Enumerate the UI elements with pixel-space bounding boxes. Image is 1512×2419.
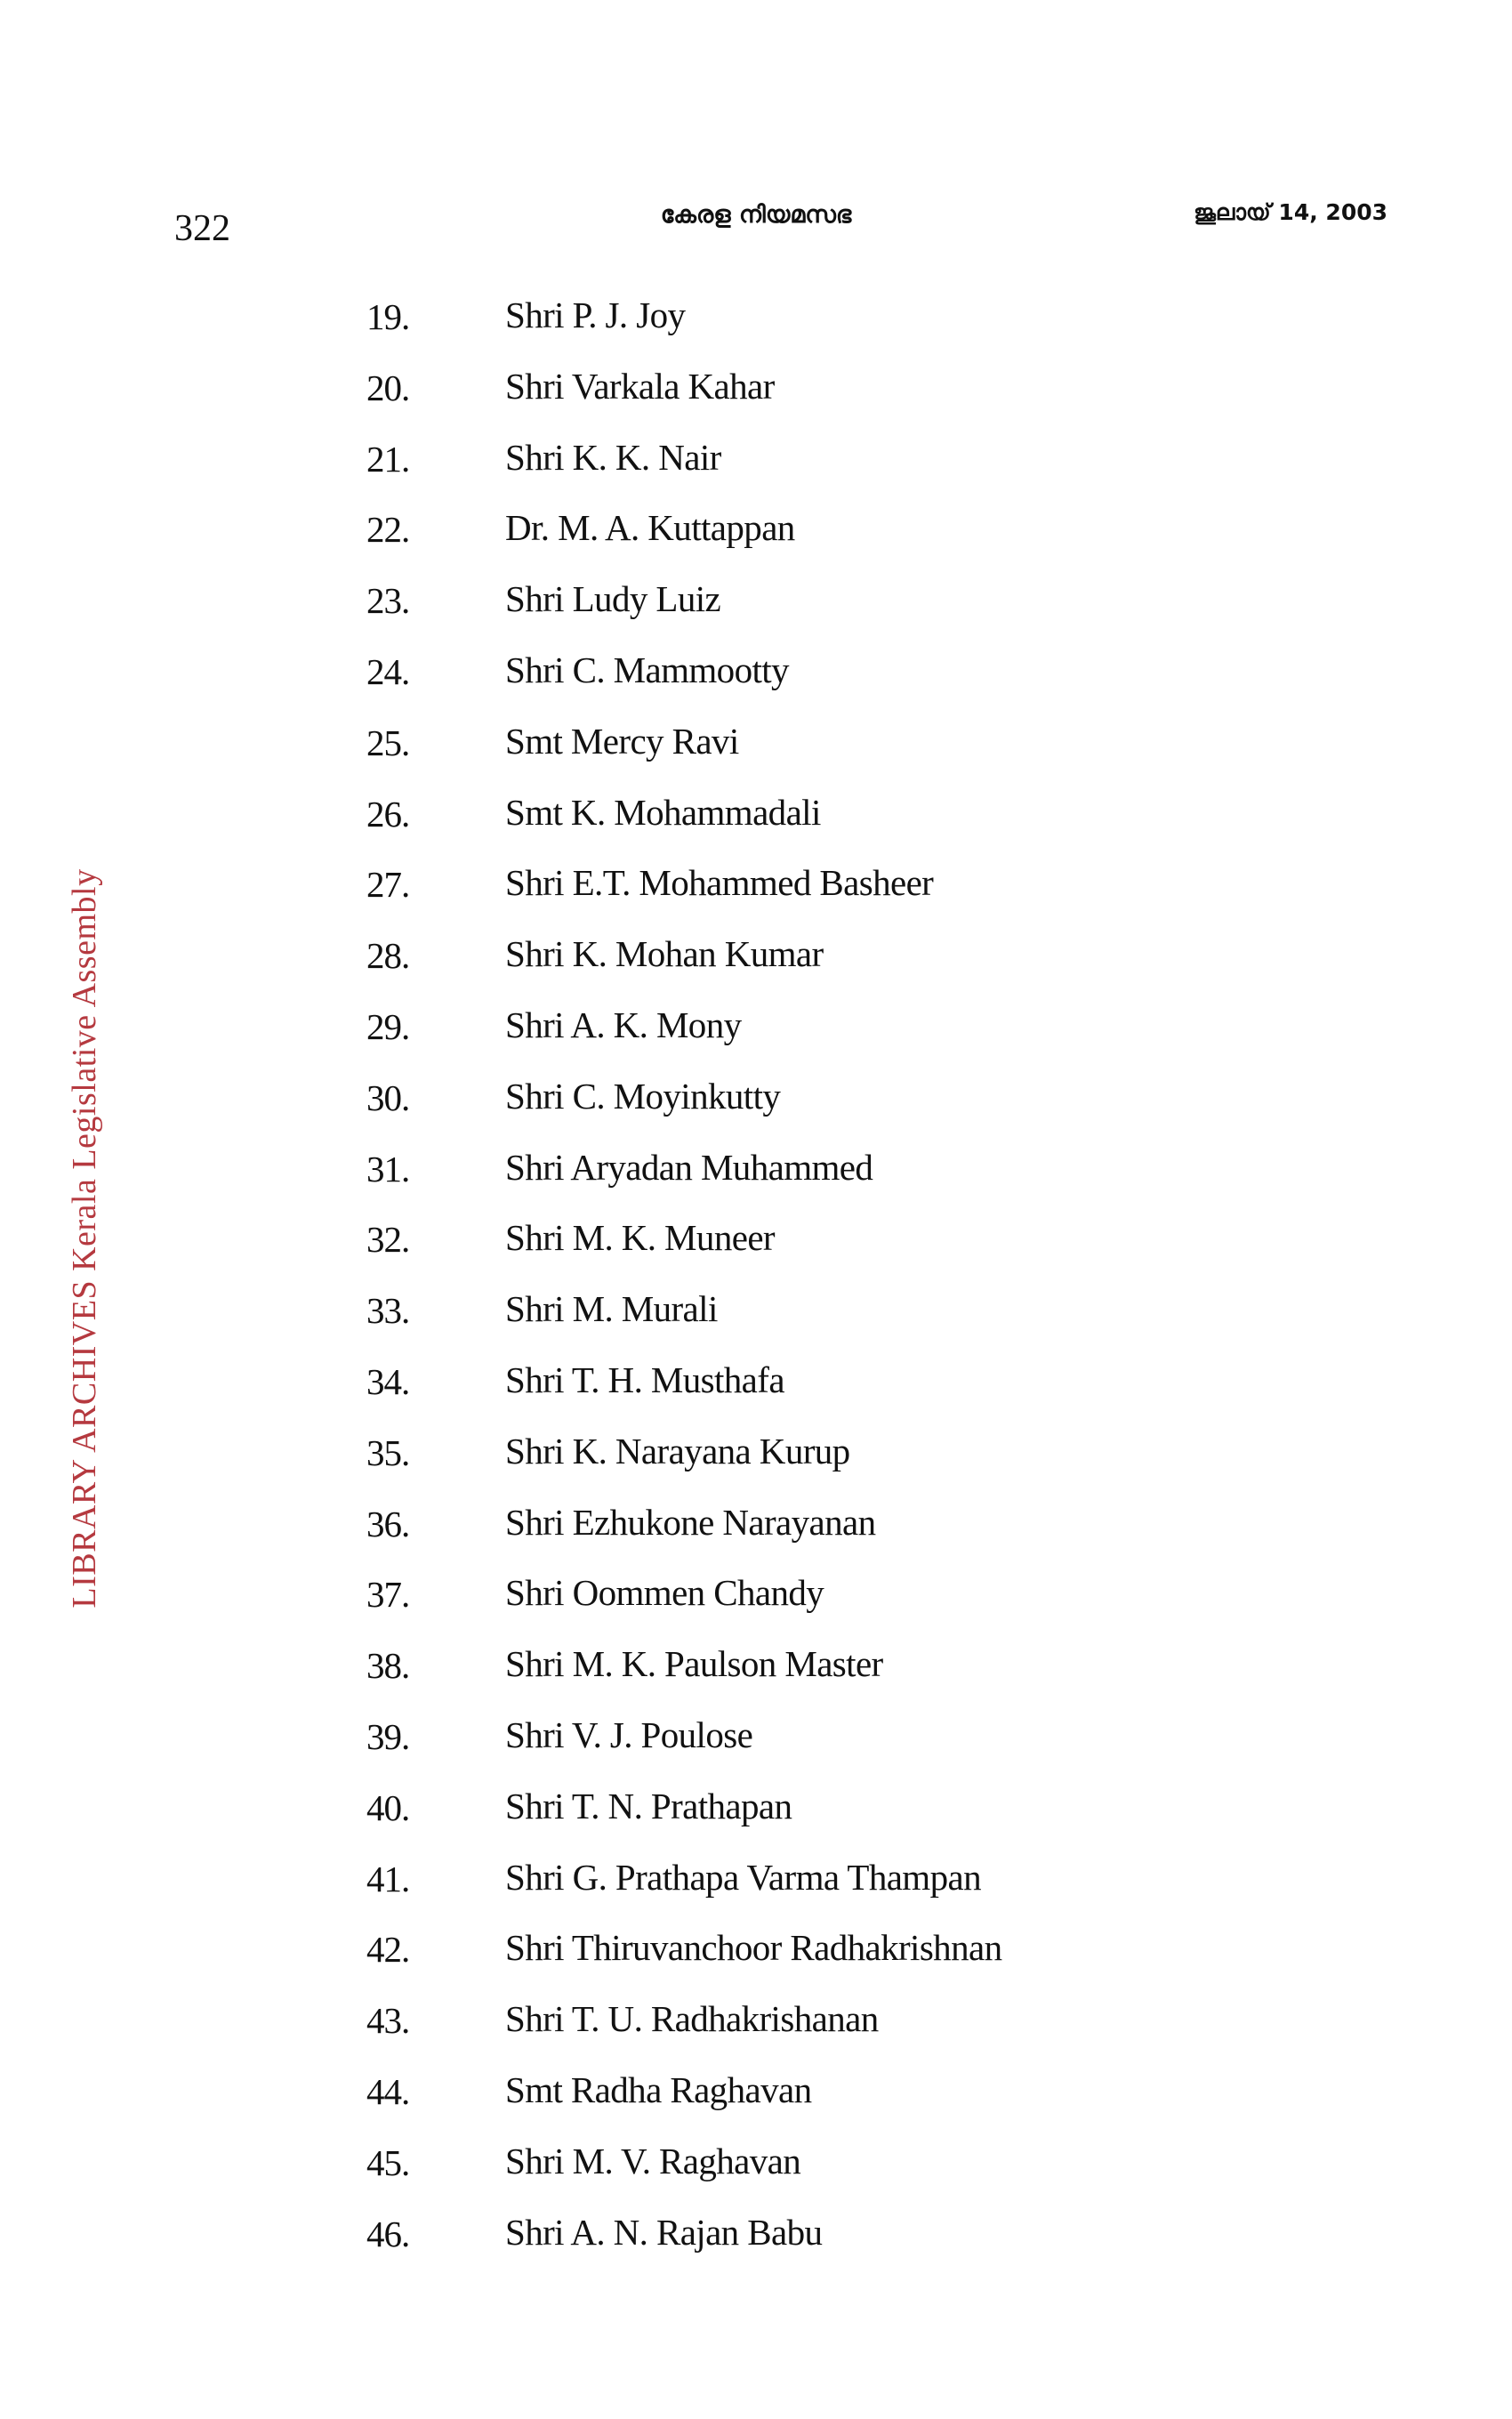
member-name: Shri Aryadan Muhammed bbox=[505, 1146, 873, 1188]
member-name: Shri P. J. Joy bbox=[505, 294, 686, 335]
member-row bbox=[0, 716, 1512, 787]
member-name: Shri C. Moyinkutty bbox=[505, 1075, 781, 1117]
member-name: Shri Varkala Kahar bbox=[505, 365, 775, 407]
member-number: 26. bbox=[366, 793, 410, 835]
member-row bbox=[0, 290, 1512, 361]
member-row bbox=[0, 1994, 1512, 2065]
members-list bbox=[0, 290, 1512, 2278]
member-name: Shri Oommen Chandy bbox=[505, 1572, 824, 1614]
member-row bbox=[0, 361, 1512, 432]
member-number: 44. bbox=[366, 2070, 410, 2112]
member-row bbox=[0, 1355, 1512, 1426]
member-number: 41. bbox=[366, 1858, 410, 1899]
header-title: കേരള നിയമസഭ bbox=[660, 201, 852, 229]
member-number: 23. bbox=[366, 580, 410, 622]
member-name: Shri Ludy Luiz bbox=[505, 578, 721, 620]
member-row bbox=[0, 2207, 1512, 2278]
member-name: Shri A. K. Mony bbox=[505, 1004, 742, 1045]
member-number: 22. bbox=[366, 509, 410, 551]
member-number: 43. bbox=[366, 2000, 410, 2042]
member-row bbox=[0, 503, 1512, 574]
member-name: Shri K. Narayana Kurup bbox=[505, 1430, 850, 1472]
member-name: Shri K. K. Nair bbox=[505, 436, 721, 478]
member-row bbox=[0, 1284, 1512, 1355]
member-name: Dr. M. A. Kuttappan bbox=[505, 507, 795, 549]
page-number: 322 bbox=[174, 208, 230, 249]
member-row bbox=[0, 1071, 1512, 1142]
member-number: 25. bbox=[366, 722, 410, 763]
member-row bbox=[0, 1781, 1512, 1852]
member-name: Shri G. Prathapa Varma Thampan bbox=[505, 1856, 981, 1898]
member-number: 33. bbox=[366, 1290, 410, 1332]
member-number: 39. bbox=[366, 1715, 410, 1757]
member-name: Shri Ezhukone Narayanan bbox=[505, 1501, 876, 1543]
member-row bbox=[0, 858, 1512, 929]
member-name: Shri M. K. Muneer bbox=[505, 1217, 775, 1259]
member-row bbox=[0, 1568, 1512, 1639]
member-name: Smt Mercy Ravi bbox=[505, 720, 739, 762]
member-number: 38. bbox=[366, 1645, 410, 1687]
member-number: 27. bbox=[366, 864, 410, 906]
member-number: 30. bbox=[366, 1076, 410, 1118]
member-name: Shri M. Murali bbox=[505, 1288, 718, 1330]
member-row bbox=[0, 1923, 1512, 1994]
member-row bbox=[0, 1426, 1512, 1497]
member-row bbox=[0, 574, 1512, 645]
member-row bbox=[0, 645, 1512, 716]
member-number: 35. bbox=[366, 1431, 410, 1473]
member-row bbox=[0, 1000, 1512, 1071]
member-number: 28. bbox=[366, 935, 410, 977]
member-row bbox=[0, 1639, 1512, 1710]
member-name: Shri V. J. Poulose bbox=[505, 1713, 753, 1755]
member-row bbox=[0, 2136, 1512, 2207]
member-row bbox=[0, 929, 1512, 1000]
member-number: 40. bbox=[366, 1786, 410, 1828]
member-number: 24. bbox=[366, 650, 410, 692]
member-name: Shri Thiruvanchoor Radhakrishnan bbox=[505, 1927, 1002, 1969]
member-name: Smt Radha Raghavan bbox=[505, 2068, 812, 2110]
member-name: Shri M. K. Paulson Master bbox=[505, 1643, 883, 1685]
member-row bbox=[0, 787, 1512, 859]
member-row bbox=[0, 432, 1512, 504]
member-name: Smt K. Mohammadali bbox=[505, 791, 821, 833]
header-date: ജൂലായ് 14, 2003 bbox=[1194, 199, 1387, 225]
member-name: Shri A. N. Rajan Babu bbox=[505, 2211, 823, 2253]
member-row bbox=[0, 2065, 1512, 2136]
member-name: Shri E.T. Mohammed Basheer bbox=[505, 862, 934, 904]
member-number: 20. bbox=[366, 367, 410, 408]
member-number: 21. bbox=[366, 438, 410, 480]
member-number: 31. bbox=[366, 1148, 410, 1189]
library-archives-watermark: LIBRARY ARCHIVES Kerala Legislative Assembly bbox=[66, 868, 103, 1609]
member-name: Shri C. Mammootty bbox=[505, 649, 789, 690]
member-row bbox=[0, 1710, 1512, 1781]
member-number: 45. bbox=[366, 2141, 410, 2183]
member-name: Shri T. U. Radhakrishanan bbox=[505, 1998, 879, 2040]
member-number: 37. bbox=[366, 1574, 410, 1616]
member-number: 46. bbox=[366, 2213, 410, 2254]
member-name: Shri K. Mohan Kumar bbox=[505, 933, 824, 975]
member-number: 32. bbox=[366, 1219, 410, 1261]
member-name: Shri T. N. Prathapan bbox=[505, 1785, 792, 1826]
member-row bbox=[0, 1213, 1512, 1284]
member-number: 34. bbox=[366, 1360, 410, 1402]
member-number: 42. bbox=[366, 1929, 410, 1971]
member-number: 36. bbox=[366, 1503, 410, 1544]
member-row bbox=[0, 1497, 1512, 1568]
member-number: 29. bbox=[366, 1005, 410, 1047]
member-number: 19. bbox=[366, 296, 410, 337]
member-row bbox=[0, 1852, 1512, 1923]
member-row bbox=[0, 1142, 1512, 1214]
member-name: Shri T. H. Musthafa bbox=[505, 1359, 784, 1400]
member-name: Shri M. V. Raghavan bbox=[505, 2140, 801, 2181]
